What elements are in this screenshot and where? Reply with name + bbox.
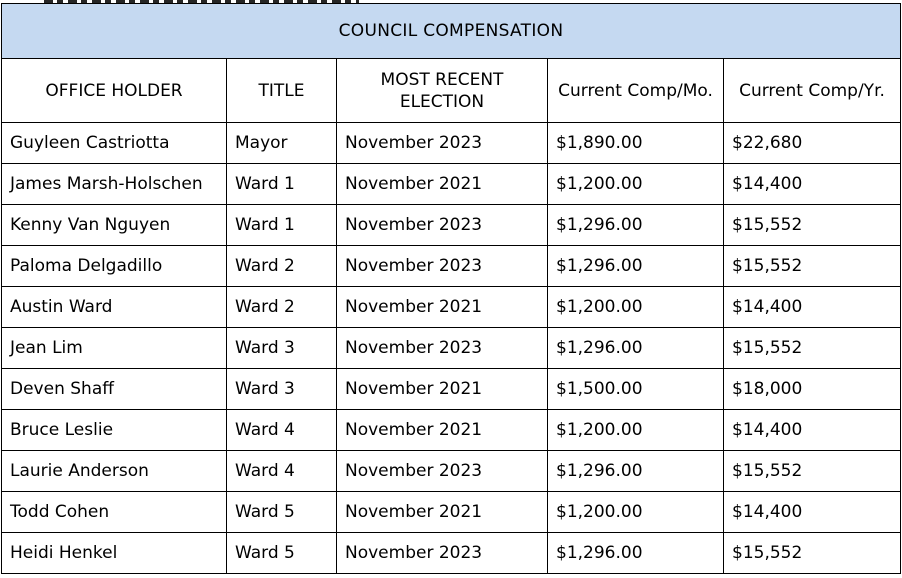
- cell-current-comp-month: $1,200.00: [548, 492, 724, 533]
- cell-most-recent-election: November 2023: [337, 451, 548, 492]
- cell-current-comp-month: $1,296.00: [548, 328, 724, 369]
- cell-title: Ward 3: [227, 328, 337, 369]
- cell-current-comp-month: $1,890.00: [548, 123, 724, 164]
- cell-title: Ward 1: [227, 205, 337, 246]
- cell-title: Ward 4: [227, 410, 337, 451]
- cell-office-holder: Guyleen Castriotta: [2, 123, 227, 164]
- table-title: COUNCIL COMPENSATION: [2, 4, 901, 59]
- cell-title: Ward 5: [227, 492, 337, 533]
- cell-current-comp-year: $15,552: [724, 328, 901, 369]
- table-row: [2, 328, 901, 369]
- cell-most-recent-election: November 2023: [337, 328, 548, 369]
- column-header-row: [2, 59, 901, 123]
- cell-title: Mayor: [227, 123, 337, 164]
- cell-office-holder: Kenny Van Nguyen: [2, 205, 227, 246]
- cell-office-holder: Laurie Anderson: [2, 451, 227, 492]
- table-row: [2, 123, 901, 164]
- header-election-line1: MOST RECENT: [380, 69, 504, 90]
- cell-title: Ward 2: [227, 246, 337, 287]
- cell-current-comp-year: $15,552: [724, 533, 901, 574]
- cell-title: Ward 4: [227, 451, 337, 492]
- cell-current-comp-year: $15,552: [724, 246, 901, 287]
- cell-current-comp-month: $1,296.00: [548, 451, 724, 492]
- cell-current-comp-month: $1,200.00: [548, 287, 724, 328]
- cell-title: Ward 5: [227, 533, 337, 574]
- cell-current-comp-year: $14,400: [724, 492, 901, 533]
- cell-current-comp-year: $14,400: [724, 164, 901, 205]
- cell-office-holder: Jean Lim: [2, 328, 227, 369]
- cell-most-recent-election: November 2021: [337, 369, 548, 410]
- cell-most-recent-election: November 2021: [337, 287, 548, 328]
- header-most-recent-election: [337, 59, 548, 123]
- cell-office-holder: Todd Cohen: [2, 492, 227, 533]
- cell-current-comp-month: $1,296.00: [548, 246, 724, 287]
- cell-current-comp-month: $1,200.00: [548, 410, 724, 451]
- table-row: [2, 369, 901, 410]
- cell-office-holder: Heidi Henkel: [2, 533, 227, 574]
- header-title: TITLE: [227, 59, 337, 123]
- cell-office-holder: Paloma Delgadillo: [2, 246, 227, 287]
- cell-current-comp-year: $22,680: [724, 123, 901, 164]
- cell-current-comp-month: $1,296.00: [548, 533, 724, 574]
- cell-current-comp-year: $15,552: [724, 205, 901, 246]
- cell-title: Ward 1: [227, 164, 337, 205]
- table-row: [2, 164, 901, 205]
- cell-current-comp-year: $15,552: [724, 451, 901, 492]
- cell-current-comp-month: $1,500.00: [548, 369, 724, 410]
- cell-title: Ward 3: [227, 369, 337, 410]
- table-row: [2, 205, 901, 246]
- table-title-row: [2, 4, 901, 59]
- table-row: [2, 287, 901, 328]
- cell-current-comp-year: $14,400: [724, 410, 901, 451]
- cell-current-comp-year: $18,000: [724, 369, 901, 410]
- cell-title: Ward 2: [227, 287, 337, 328]
- table-row: [2, 246, 901, 287]
- header-current-comp-year: Current Comp/Yr.: [724, 59, 901, 123]
- cell-office-holder: Bruce Leslie: [2, 410, 227, 451]
- cell-current-comp-month: $1,200.00: [548, 164, 724, 205]
- cell-office-holder: James Marsh-Holschen: [2, 164, 227, 205]
- cell-most-recent-election: November 2023: [337, 533, 548, 574]
- cell-most-recent-election: November 2023: [337, 246, 548, 287]
- table-row: [2, 451, 901, 492]
- cell-most-recent-election: November 2021: [337, 410, 548, 451]
- cell-current-comp-year: $14,400: [724, 287, 901, 328]
- cell-current-comp-month: $1,296.00: [548, 205, 724, 246]
- cell-most-recent-election: November 2023: [337, 205, 548, 246]
- cell-most-recent-election: November 2021: [337, 492, 548, 533]
- header-election-line2: ELECTION: [399, 91, 485, 112]
- table-row: [2, 492, 901, 533]
- header-office-holder: OFFICE HOLDER: [2, 59, 227, 123]
- table-row: [2, 410, 901, 451]
- cell-most-recent-election: November 2023: [337, 123, 548, 164]
- cell-most-recent-election: November 2021: [337, 164, 548, 205]
- header-current-comp-month: Current Comp/Mo.: [548, 59, 724, 123]
- cell-office-holder: Austin Ward: [2, 287, 227, 328]
- table-row: [2, 533, 901, 574]
- cell-office-holder: Deven Shaff: [2, 369, 227, 410]
- council-compensation-table: [1, 3, 901, 574]
